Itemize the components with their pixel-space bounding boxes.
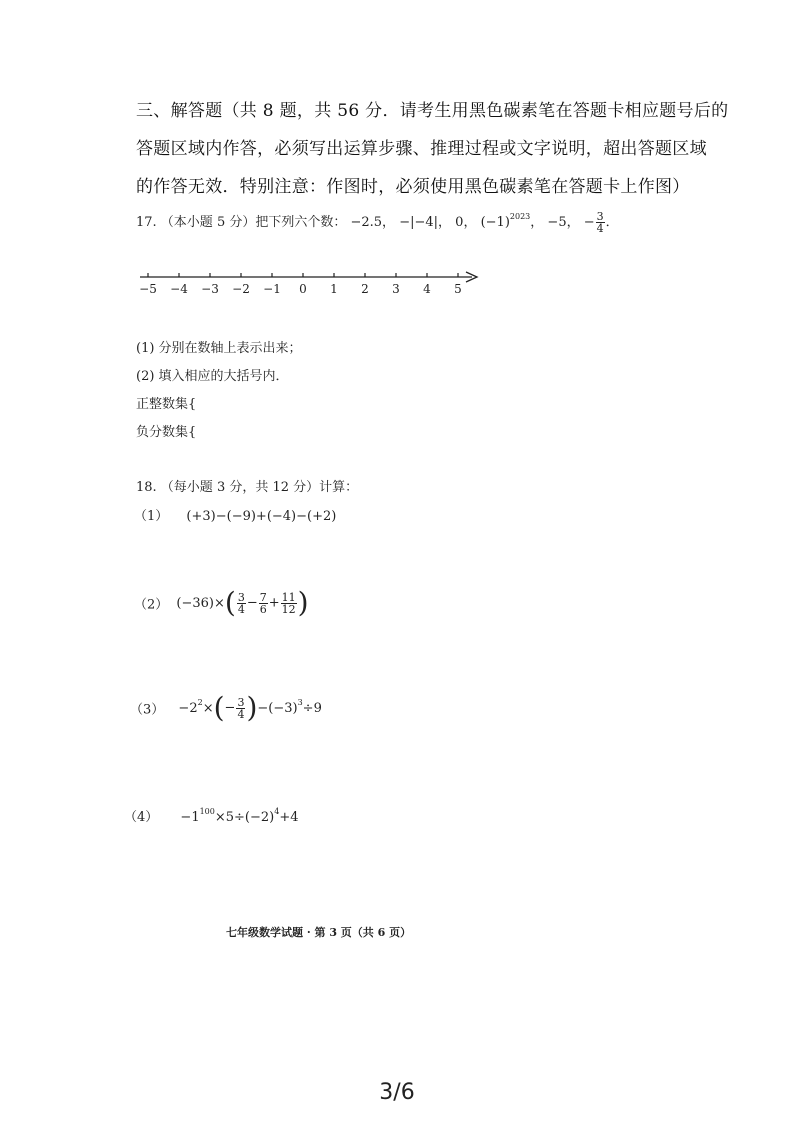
power-base: −(−3) <box>257 700 298 716</box>
number-item <box>480 212 544 230</box>
page-number: 3/6 <box>379 1080 415 1105</box>
number-item: 0， <box>455 215 477 230</box>
left-paren: ( <box>213 691 225 724</box>
denominator: 12 <box>281 602 296 616</box>
question-18-part-1 <box>134 505 336 524</box>
fraction <box>236 697 245 720</box>
operator: − <box>246 595 258 611</box>
power-exponent: 2 <box>197 697 203 707</box>
question-17-statement <box>136 211 619 234</box>
expression: (+3)−(−9)+(−4)−(+2) <box>186 509 337 524</box>
fraction <box>281 592 297 615</box>
number-line <box>136 262 486 312</box>
numerator: 7 <box>259 590 267 604</box>
power-base: ×5÷(−2) <box>214 810 275 825</box>
power-exponent: 2023 <box>509 212 531 221</box>
number-line-tick-label: 2 <box>361 282 369 296</box>
number-line-tick-label: −4 <box>170 282 188 296</box>
question-18-header: 18. （每小题 3 分，共 12 分）计算： <box>136 480 359 495</box>
question-18-part-3 <box>130 691 322 724</box>
left-paren: ( <box>224 586 236 619</box>
number-line-tick-label: 0 <box>299 282 307 296</box>
section-heading-line-3: 的作答无效．特别注意：作图时，必须使用黑色碳素笔在答题卡上作图） <box>136 177 690 197</box>
denominator: 4 <box>237 707 245 721</box>
question-18-part-4 <box>124 806 299 825</box>
part-label: （4） <box>124 810 159 825</box>
power-exponent: 4 <box>274 807 280 816</box>
question-18-part-2 <box>134 586 309 619</box>
numerator: 3 <box>596 210 604 223</box>
denominator: 4 <box>596 222 604 235</box>
numerator: 3 <box>237 695 245 709</box>
number-line-tick-label: 5 <box>454 282 462 296</box>
end-mark: ． <box>605 215 619 230</box>
sign: − <box>583 215 595 230</box>
number-item: −|−4|， <box>399 215 452 230</box>
part-label: （1） <box>134 509 169 524</box>
power-base: (−1) <box>480 215 510 230</box>
section-heading-line-2: 答题区域内作答，必须写出运算步骤、推理过程或文字说明，超出答题区域 <box>136 139 707 159</box>
number-item: −2.5， <box>350 215 396 230</box>
power-exponent: 3 <box>297 697 303 707</box>
number-item: −5， <box>547 215 580 230</box>
fraction <box>237 592 246 615</box>
power-base: −1 <box>180 810 200 825</box>
number-line-tick-label: 3 <box>392 282 400 296</box>
sign: − <box>224 700 236 716</box>
part-label: （3） <box>130 702 165 718</box>
page-footer: 七年级数学试题 · 第 3 页（共 6 页） <box>226 926 412 939</box>
number-line-tick-label: 1 <box>330 282 338 296</box>
part-label: （2） <box>134 597 169 613</box>
number-line-tick-label: −5 <box>139 282 157 296</box>
number-line-tick-label: 4 <box>423 282 431 296</box>
denominator: 4 <box>237 602 245 616</box>
number-line-tick-label: −2 <box>232 282 250 296</box>
numerator: 11 <box>281 590 296 604</box>
question-17-part-1: (1) 分别在数轴上表示出来； <box>136 341 302 356</box>
fraction <box>596 211 605 234</box>
expression-part: ÷9 <box>302 700 322 716</box>
separator: ， <box>530 215 544 230</box>
numerator: 3 <box>237 590 245 604</box>
right-paren: ) <box>297 586 309 619</box>
power-base: −2 <box>178 700 198 716</box>
expression-part: (−36)× <box>176 595 225 611</box>
negative-fraction-set: 负分数集{ <box>136 425 197 440</box>
section-heading-line-1: 三、解答题（共 8 题，共 56 分．请考生用黑色碳素笔在答题卡相应题号后的 <box>136 101 729 121</box>
number-item <box>583 210 619 235</box>
number-line-tick-label: −1 <box>263 282 281 296</box>
denominator: 6 <box>259 602 267 616</box>
right-paren: ) <box>246 691 258 724</box>
operator: + <box>268 595 280 611</box>
positive-integer-set: 正整数集{ <box>136 397 197 412</box>
operator: × <box>202 700 214 716</box>
question-17-part-2: (2) 填入相应的大括号内． <box>136 369 289 384</box>
expression-part: +4 <box>279 810 299 825</box>
question-17-prefix: 17. （本小题 5 分）把下列六个数： <box>136 215 347 230</box>
fraction <box>259 592 268 615</box>
power-exponent: 100 <box>199 807 215 816</box>
number-line-tick-label: −3 <box>201 282 219 296</box>
